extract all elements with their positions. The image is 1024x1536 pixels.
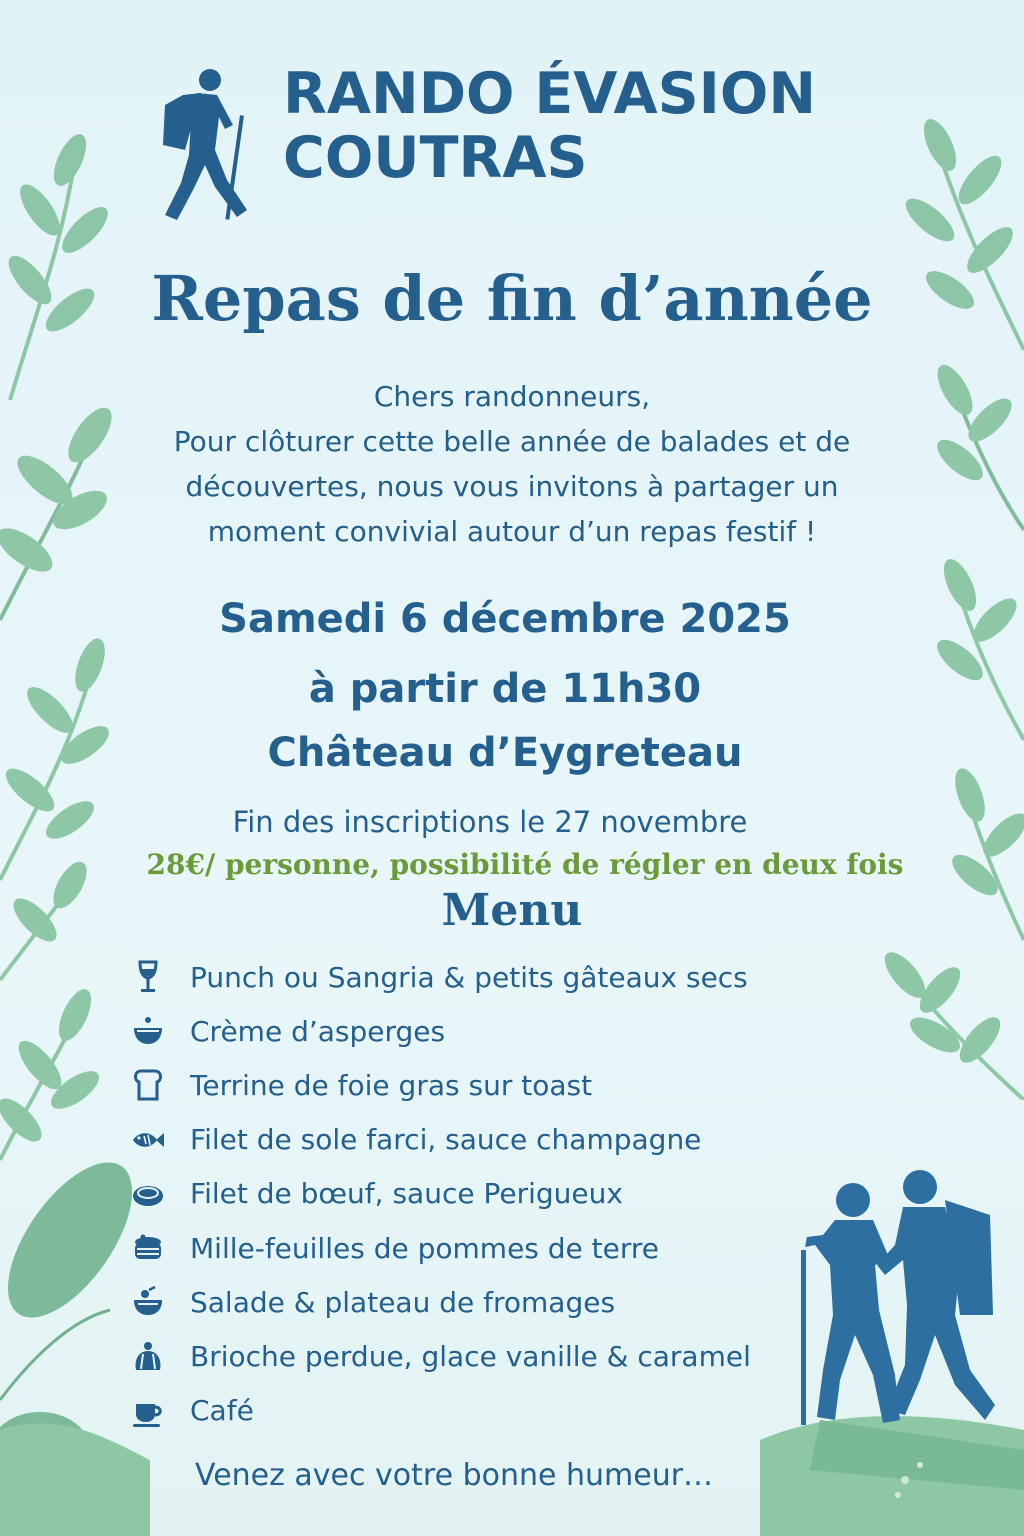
menu-item-label: Terrine de foie gras sur toast bbox=[190, 1068, 593, 1102]
brand-name bbox=[283, 62, 816, 190]
event-place: Château d’Eygreteau bbox=[267, 730, 743, 776]
header bbox=[155, 60, 875, 230]
footer-message: Venez avec votre bonne humeur… bbox=[195, 1458, 714, 1493]
menu-item bbox=[128, 1221, 828, 1275]
menu-item-label: Mille-feuilles de pommes de terre bbox=[190, 1231, 660, 1265]
event-time: à partir de 11h30 bbox=[308, 666, 702, 712]
menu-item-label: Punch ou Sangria & petits gâteaux secs bbox=[190, 960, 748, 994]
intro-line: moment convivial autour d’un repas festif ! bbox=[207, 515, 817, 548]
menu-item bbox=[128, 1004, 828, 1058]
menu-item bbox=[128, 1275, 828, 1329]
intro-line: découvertes, nous vous invitons à partager un bbox=[185, 470, 839, 503]
menu-list bbox=[128, 950, 828, 1438]
coffee-cup-icon bbox=[128, 1393, 168, 1429]
menu-item-label: Café bbox=[190, 1394, 254, 1428]
brand-line-1: RANDO ÉVASION bbox=[283, 61, 817, 127]
steak-icon bbox=[128, 1176, 168, 1212]
cake-layers-icon bbox=[128, 1230, 168, 1266]
intro-line: Chers randonneurs, bbox=[373, 380, 651, 413]
menu-item bbox=[128, 950, 828, 1004]
fish-icon bbox=[128, 1122, 168, 1158]
menu-item bbox=[128, 1113, 828, 1167]
event-date: Samedi 6 décembre 2025 bbox=[219, 596, 791, 642]
salad-bowl-icon bbox=[128, 1284, 168, 1320]
soup-bowl-icon bbox=[128, 1013, 168, 1049]
hiker-logo-icon bbox=[155, 65, 255, 225]
intro-text bbox=[80, 374, 944, 554]
menu-item-label: Crème d’asperges bbox=[190, 1014, 446, 1048]
menu-item bbox=[128, 1384, 828, 1438]
menu-item bbox=[128, 1058, 828, 1112]
page-title: Repas de fin d’année bbox=[151, 262, 873, 335]
intro-line: Pour clôturer cette belle année de balades et de bbox=[173, 425, 851, 458]
menu-item-label: Filet de sole farci, sauce champagne bbox=[190, 1123, 702, 1157]
wine-glass-icon bbox=[128, 959, 168, 995]
brand-line-2: COUTRAS bbox=[283, 125, 588, 191]
price-info: 28€/ personne, possibilité de régler en deux fois bbox=[146, 848, 904, 881]
brioche-icon bbox=[128, 1338, 168, 1374]
menu-item-label: Salade & plateau de fromages bbox=[190, 1285, 616, 1319]
toast-icon bbox=[128, 1067, 168, 1103]
menu-item-label: Filet de bœuf, sauce Perigueux bbox=[190, 1177, 623, 1211]
menu-item bbox=[128, 1167, 828, 1221]
menu-item-label: Brioche perdue, glace vanille & caramel bbox=[190, 1339, 751, 1373]
menu-item bbox=[128, 1329, 828, 1383]
menu-heading: Menu bbox=[441, 885, 583, 936]
registration-deadline: Fin des inscriptions le 27 novembre bbox=[232, 805, 748, 839]
